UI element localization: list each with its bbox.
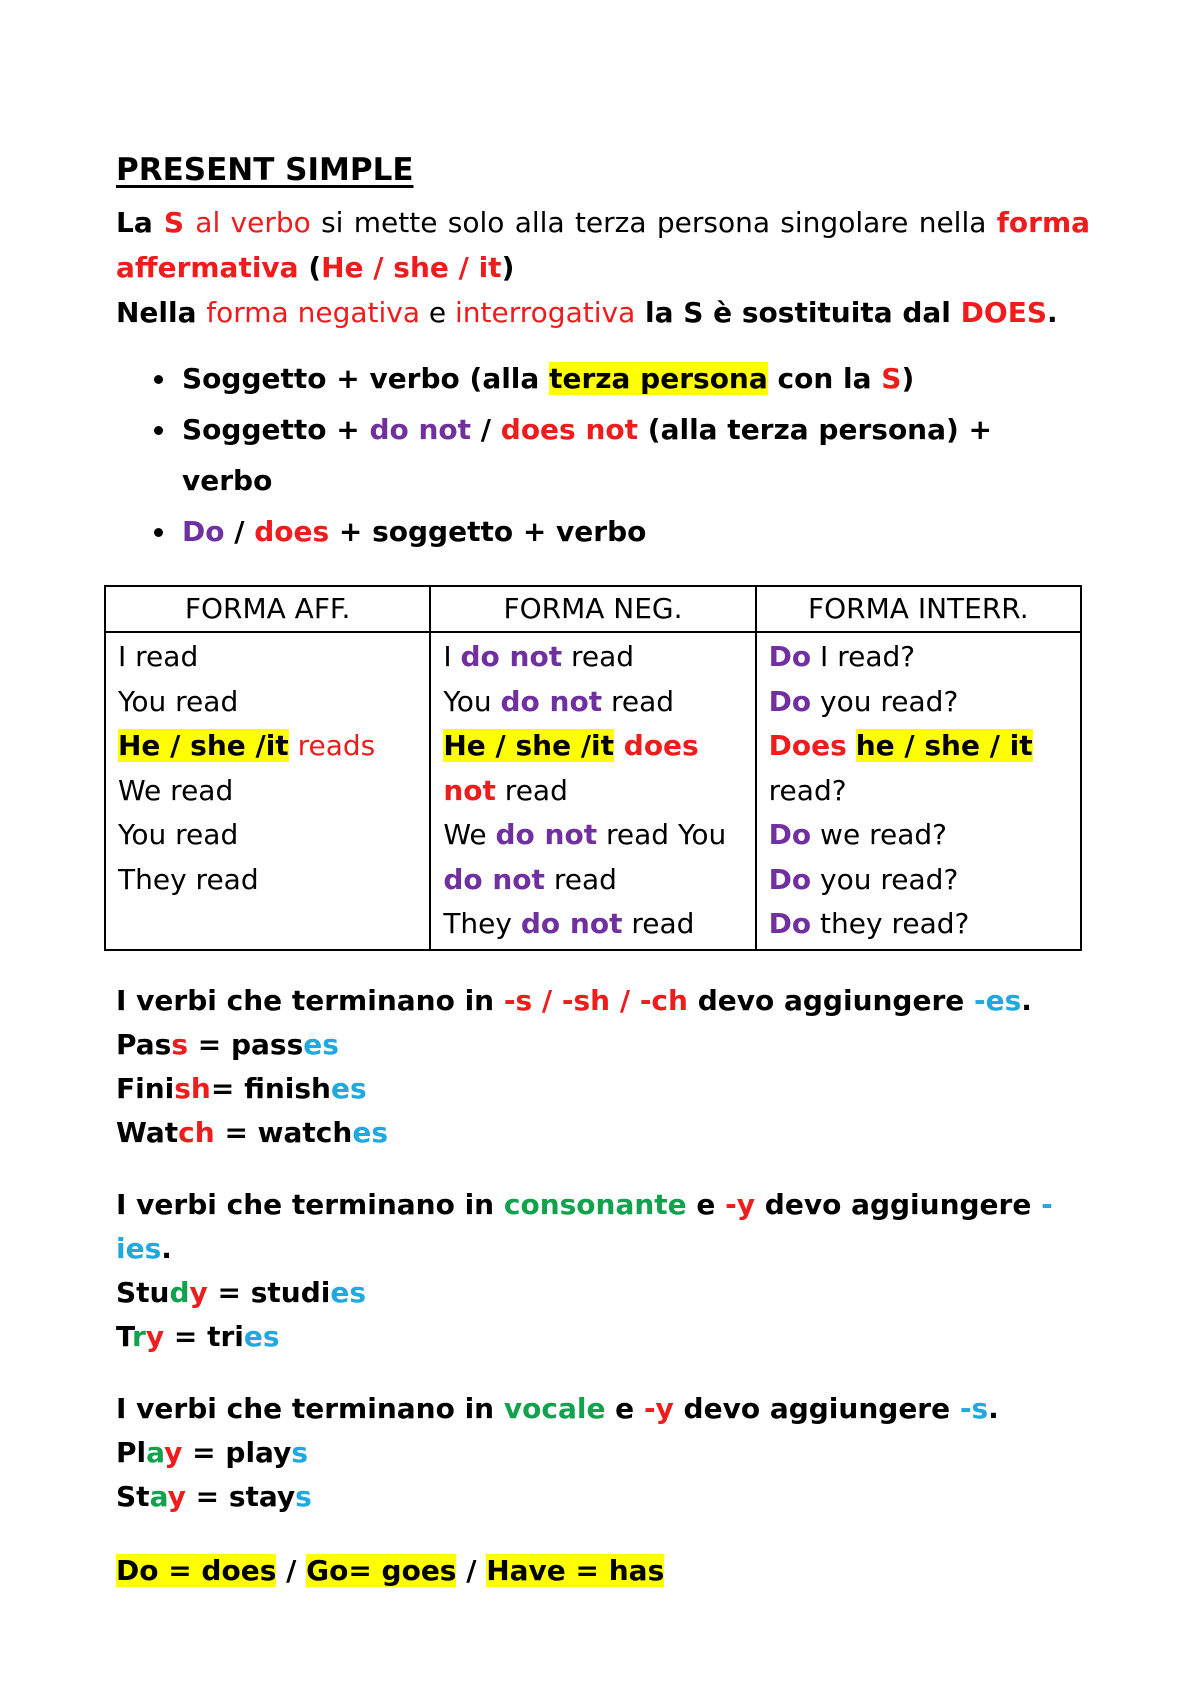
rule-interrogative: • Do / does + soggetto + verbo — [178, 506, 1090, 557]
intro-line-2: Nella forma negativa e interrogativa la S è sostituita dal DOES. — [116, 296, 1058, 329]
example-line: Finish= finishes — [116, 1071, 367, 1105]
rule-section-s — [116, 1387, 1090, 1519]
page-title: PRESENT SIMPLE — [116, 152, 414, 188]
example-line: Study = studies — [116, 1275, 367, 1309]
irregular-verbs-line: Do = does / Go= goes / Have = has — [116, 1553, 665, 1587]
table-row — [105, 632, 1081, 950]
cell-interrogative: Do I read? Do you read? Does he / she / it read? Do we read? Do you read? Do they read? — [756, 632, 1081, 950]
rule-section-es — [116, 979, 1090, 1155]
example-line: Stay = stays — [116, 1479, 312, 1513]
example-line: Try = tries — [116, 1319, 280, 1353]
rule-negative: • Soggetto + do not / does not (alla terza persona) + verbo — [178, 404, 1090, 506]
table-header-row — [105, 586, 1081, 632]
example-line: Watch = watches — [116, 1115, 388, 1149]
header-forma-aff: FORMA AFF. — [105, 586, 430, 632]
document-page — [116, 150, 1090, 1593]
header-forma-neg: FORMA NEG. — [430, 586, 755, 632]
conjugation-table — [104, 585, 1082, 951]
cell-negative: I do not read You do not read He / she /it does not read We do not read You do not read They do not read — [430, 632, 755, 950]
rules-list — [116, 353, 1090, 557]
section-heading: I verbi che terminano in vocale e -y devo aggiungere -s. — [116, 1391, 999, 1425]
intro-line-1: La S al verbo si mette solo alla terza persona singolare nella forma affermativa (He / she / it) — [116, 206, 1091, 284]
cell-affirmative: I read You read He / she /it reads We read You read They read — [105, 632, 430, 950]
example-line: Pass = passes — [116, 1027, 339, 1061]
section-heading: I verbi che terminano in consonante e -y devo aggiungere -ies. — [116, 1187, 1053, 1265]
rule-affirmative: • Soggetto + verbo (alla terza persona con la S) — [178, 353, 1090, 404]
rule-section-ies — [116, 1183, 1090, 1359]
header-forma-interr: FORMA INTERR. — [756, 586, 1081, 632]
section-heading: I verbi che terminano in -s / -sh / -ch devo aggiungere -es. — [116, 983, 1032, 1017]
example-line: Play = plays — [116, 1435, 308, 1469]
